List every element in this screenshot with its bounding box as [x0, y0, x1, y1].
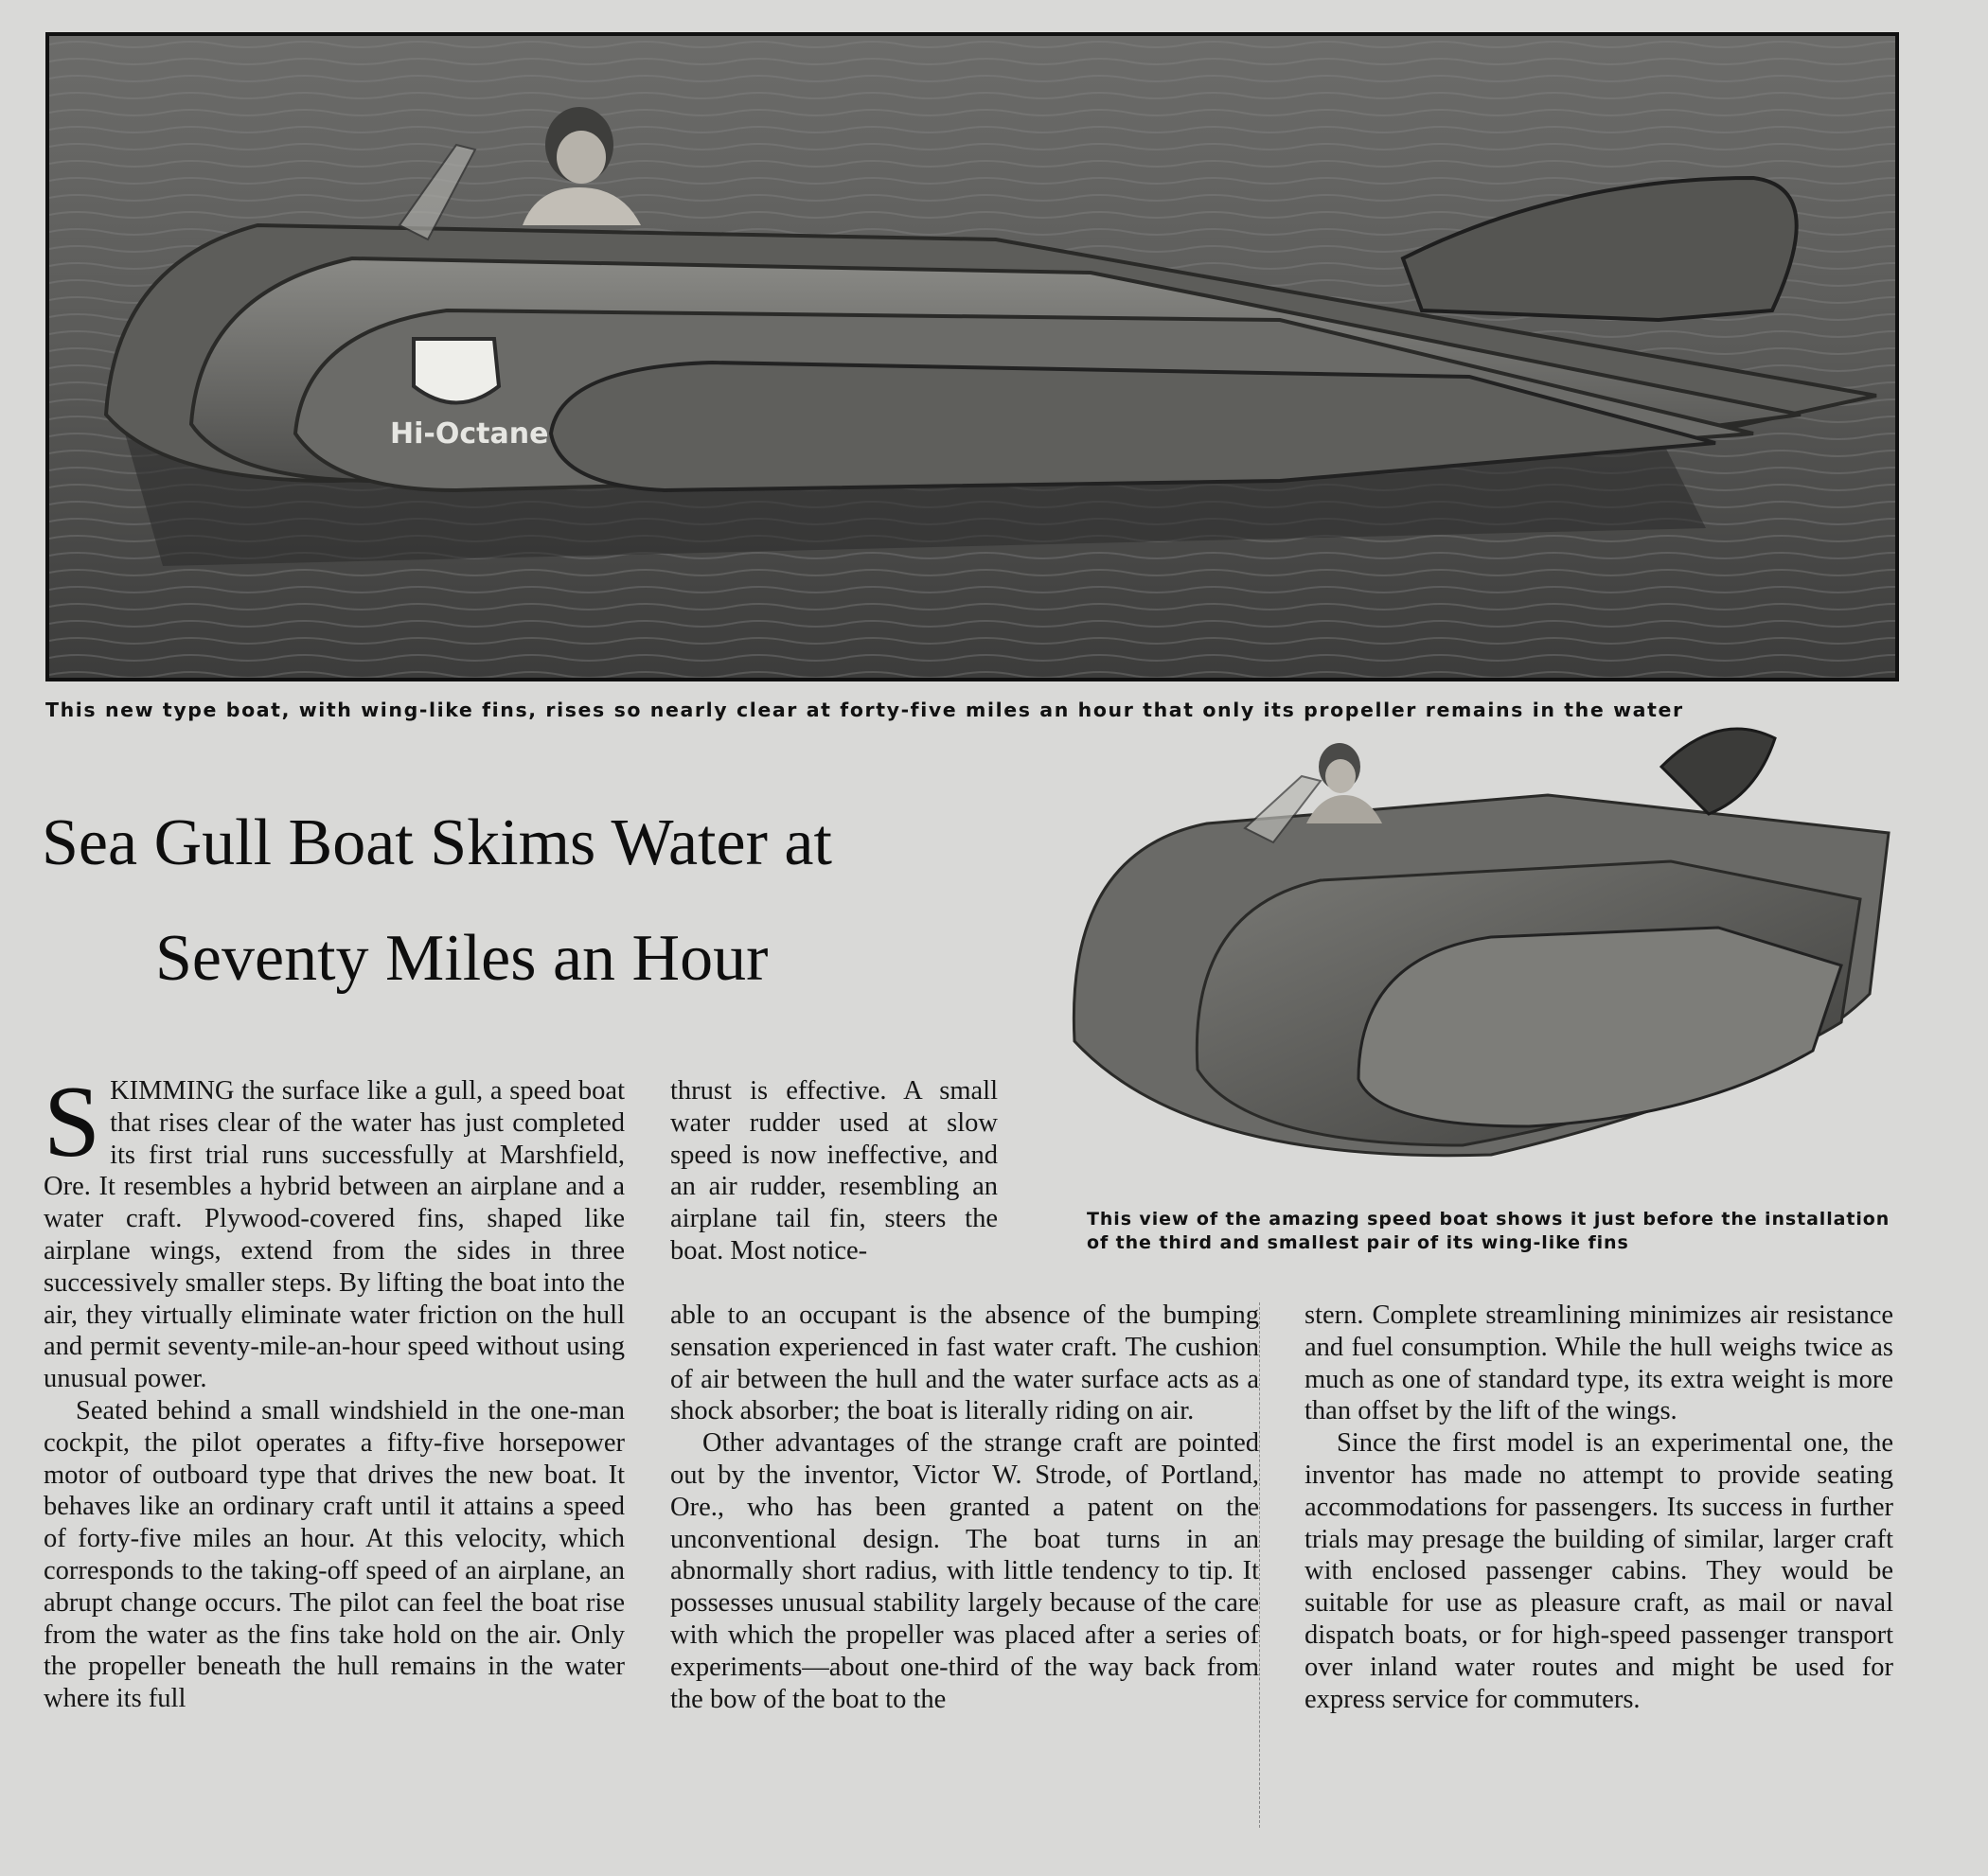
article-column-3 — [1305, 1300, 1893, 1715]
paragraph-3-start: thrust is effective. A small water rudder used at slow speed is now ineffective, and an air rudder, resembling an airplane tail fin, steers the boat. Most notice- — [670, 1076, 998, 1265]
headline-line-2: Seventy Miles an Hour — [155, 922, 769, 995]
paragraph-4-continued: stern. Complete streamlining minimizes air resistance and fuel consumption. While the hull weighs twice as much as one of standard type, its extra weight is more than offset by the lift of the wings. — [1305, 1301, 1893, 1426]
paragraph-5: Since the first model is an experimental one, the inventor has made no attempt to provide seating accommodations for passengers. Its success in further trials may presage the building of similar, larger craft with enclosed passenger cabins. They would be suitable for use as pleasure craft, as mail or naval dispatch boats, or for high-speed passenger transport over inland water routes and might be used for express service for commuters. — [1305, 1428, 1893, 1714]
paragraph-1 — [44, 1066, 625, 1395]
speed-boat-illustration — [1056, 710, 1898, 1212]
second-photo-caption: This view of the amazing speed boat shows it just before the installation of the third and smallest pair of its wing-like fins — [1087, 1209, 1890, 1253]
paragraph-2: Seated behind a small windshield in the one-man cockpit, the pilot operates a fifty-five horsepower motor of outboard type that drives the new boat. It behaves like an ordinary craft until it attains a speed of forty-five miles an hour. At this velocity, which corresponds to the taking-off speed of an airplane, an abrupt change occurs. The pilot can feel the boat rise from the water as the fins take hold on the air. Only the propeller beneath the hull remains in the water where its full — [44, 1395, 625, 1714]
column-divider — [1259, 1302, 1261, 1828]
speed-boat-photo — [49, 36, 1895, 678]
hull-label: Hi-Octane — [390, 417, 549, 451]
headline — [42, 786, 1026, 1017]
second-photo — [1056, 710, 1898, 1212]
article-column-1 — [44, 1066, 625, 1715]
top-photo — [45, 32, 1899, 681]
paragraph-4: Other advantages of the strange craft are pointed out by the inventor, Victor W. Strode, of Portland, Ore., who has been granted a patent on the unconventional design. The boat turns in an abnormally short radius, with little tendency to tip. It possesses unusual stability largely because of the care with which the propeller was placed after a series of experiments—about one-third of the way back from the bow of the boat to the — [670, 1428, 1259, 1714]
article-column-2 — [670, 1300, 1259, 1715]
article-column-2-top — [670, 1075, 998, 1267]
paragraph-3-continued: able to an occupant is the absence of the bumping sensation experienced in fast water craft. The cushion of air between the hull and the water surface acts as a shock absorber; the boat is literally riding on air. — [670, 1301, 1259, 1426]
drop-cap: S — [44, 1066, 101, 1178]
top-photo-caption: This new type boat, with wing-like fins, rises so nearly clear at forty-five miles an hour that only its propeller remains in the water — [45, 699, 1684, 721]
headline-line-1: Sea Gull Boat Skims Water at — [42, 806, 832, 879]
paragraph-1-text: KIMMING the surface like a gull, a speed boat that rises clear of the water has just completed its first trial runs successfully at Marshfield, Ore. It resembles a hybrid between an airplane and a water craft. Plywood-covered fins, shaped like airplane wings, extend from the sides in three successively smaller steps. By lifting the boat into the air, they virtually eliminate water friction on the hull and permit seventy-mile-an-hour speed without using unusual power. — [44, 1076, 625, 1394]
